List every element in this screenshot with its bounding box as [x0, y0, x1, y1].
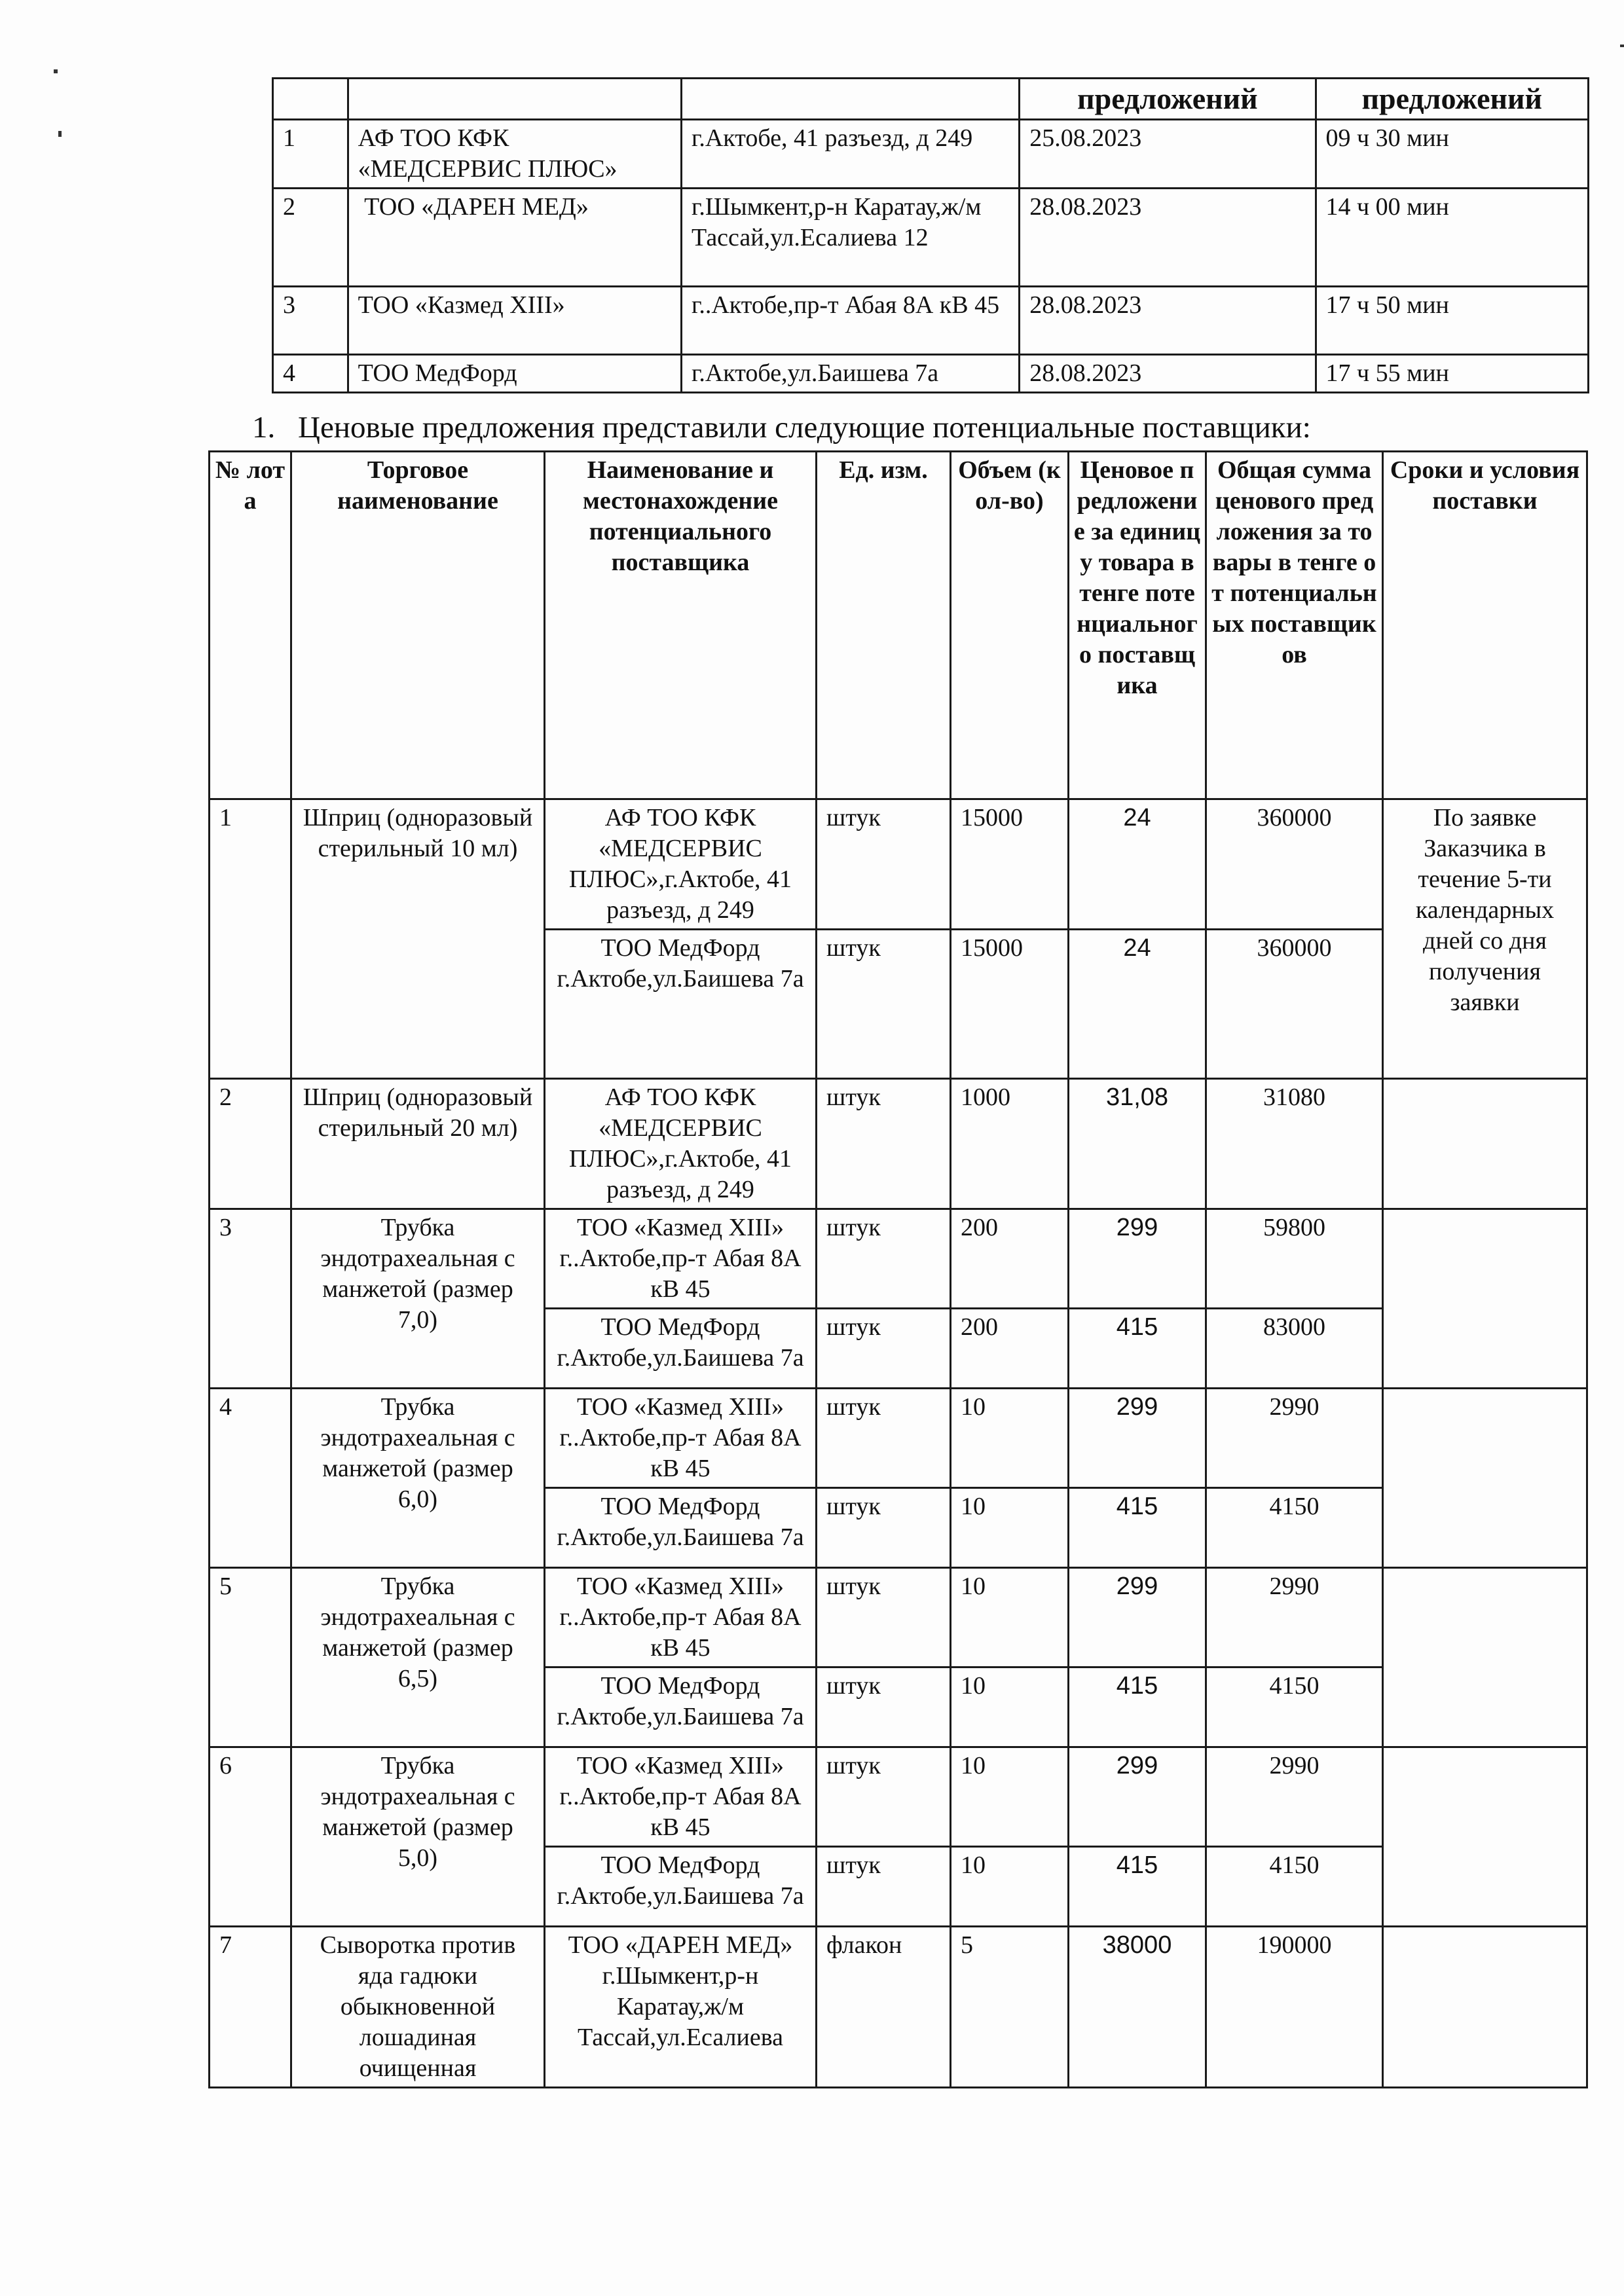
unit-price: 24 — [1069, 930, 1206, 1079]
table-header-row — [273, 79, 1589, 120]
lot-number: 1 — [210, 799, 291, 1079]
unit-price: 299 — [1069, 1389, 1206, 1488]
supplier: АФ ТОО КФК «МЕДСЕРВИС ПЛЮС»,г.Актобе, 41 разъезд, д 249 — [545, 1079, 817, 1209]
delivery-terms: По заявке Заказчика в течение 5-ти календарных дней со дня получения заявки — [1383, 799, 1587, 1079]
lot-number: 7 — [210, 1927, 291, 2088]
scan-mark — [58, 131, 62, 137]
supplier-address: г.Актобе,ул.Баишева 7а — [682, 355, 1020, 393]
supplier: ТОО «ДАРЕН МЕД» г.Шымкент,р-н Каратау,ж/м Тассай,ул.Есалиева — [545, 1927, 817, 2088]
unit: штук — [817, 1667, 951, 1747]
delivery-terms-empty — [1383, 1079, 1587, 1209]
supplier: ТОО МедФорд г.Актобе,ул.Баишева 7а — [545, 1667, 817, 1747]
quantity: 15000 — [951, 930, 1069, 1079]
total: 31080 — [1206, 1079, 1383, 1209]
unit-price: 38000 — [1069, 1927, 1206, 2088]
lot-number: 6 — [210, 1747, 291, 1927]
unit: штук — [817, 1309, 951, 1389]
table-row — [273, 120, 1589, 189]
lot-number: 2 — [210, 1079, 291, 1209]
lot-number: 5 — [210, 1568, 291, 1747]
applications-table — [272, 77, 1589, 393]
submission-date: 28.08.2023 — [1020, 355, 1316, 393]
submission-time: 14 ч 00 мин — [1316, 189, 1588, 287]
quantity: 10 — [951, 1488, 1069, 1568]
section-heading — [252, 409, 1311, 446]
supplier: ТОО «Казмед XIII» г..Актобе,пр-т Абая 8А кВ 45 — [545, 1747, 817, 1847]
total: 4150 — [1206, 1847, 1383, 1927]
supplier-address: г..Актобе,пр-т Абая 8А кВ 45 — [682, 287, 1020, 355]
quantity: 10 — [951, 1667, 1069, 1747]
trade-name: Трубка эндотрахеальная с манжетой (размер 6,5) — [291, 1568, 545, 1747]
row-number: 2 — [273, 189, 348, 287]
submission-date: 28.08.2023 — [1020, 189, 1316, 287]
quantity: 15000 — [951, 799, 1069, 930]
supplier: АФ ТОО КФК «МЕДСЕРВИС ПЛЮС»,г.Актобе, 41 разъезд, д 249 — [545, 799, 817, 930]
delivery-terms-empty — [1383, 1747, 1587, 1927]
trade-name: Трубка эндотрахеальная с манжетой (размер 6,0) — [291, 1389, 545, 1568]
unit: штук — [817, 1568, 951, 1667]
supplier-name: ТОО «ДАРЕН МЕД» — [348, 189, 681, 287]
unit: штук — [817, 1389, 951, 1488]
header-lot-number: № лот а — [210, 452, 291, 799]
scan-mark — [1620, 45, 1624, 47]
table-row — [210, 1079, 1587, 1209]
unit: штук — [817, 930, 951, 1079]
trade-name: Сыворотка против яда гадюки обыкновенной лошадиная очищенная — [291, 1927, 545, 2088]
supplier-name: ТОО МедФорд — [348, 355, 681, 393]
table-row — [210, 1747, 1587, 1847]
unit-price: 299 — [1069, 1209, 1206, 1309]
unit-price: 299 — [1069, 1568, 1206, 1667]
quantity: 1000 — [951, 1079, 1069, 1209]
quantity: 10 — [951, 1847, 1069, 1927]
quantity: 200 — [951, 1209, 1069, 1309]
price-offers-table — [208, 450, 1588, 2088]
table-row — [210, 1927, 1587, 2088]
submission-time: 09 ч 30 мин — [1316, 120, 1588, 189]
unit-price: 31,08 — [1069, 1079, 1206, 1209]
supplier: ТОО МедФорд г.Актобе,ул.Баишева 7а — [545, 930, 817, 1079]
supplier-name: ТОО «Казмед XIII» — [348, 287, 681, 355]
trade-name: Шприц (одноразовый стерильный 20 мл) — [291, 1079, 545, 1209]
table-row — [210, 1389, 1587, 1488]
header-delivery-terms: Сроки и условия поставки — [1383, 452, 1587, 799]
unit: штук — [817, 1747, 951, 1847]
header-total: Общая сумма ценового предложения за товары в тенге от потенциальных поставщиков — [1206, 452, 1383, 799]
total: 83000 — [1206, 1309, 1383, 1389]
table-header-row — [210, 452, 1587, 799]
total: 360000 — [1206, 930, 1383, 1079]
table-row — [273, 189, 1589, 287]
header-cell — [348, 79, 681, 120]
table-row — [210, 1568, 1587, 1667]
lot-number: 4 — [210, 1389, 291, 1568]
unit: штук — [817, 1079, 951, 1209]
submission-date: 25.08.2023 — [1020, 120, 1316, 189]
section-number: 1. — [252, 410, 276, 445]
total: 59800 — [1206, 1209, 1383, 1309]
submission-date: 28.08.2023 — [1020, 287, 1316, 355]
supplier: ТОО МедФорд г.Актобе,ул.Баишева 7а — [545, 1847, 817, 1927]
unit-price: 415 — [1069, 1667, 1206, 1747]
unit-price: 415 — [1069, 1488, 1206, 1568]
quantity: 5 — [951, 1927, 1069, 2088]
total: 2990 — [1206, 1389, 1383, 1488]
row-number: 1 — [273, 120, 348, 189]
delivery-terms-empty — [1383, 1209, 1587, 1389]
total: 190000 — [1206, 1927, 1383, 2088]
unit: флакон — [817, 1927, 951, 2088]
header-unit-price: Ценовое предложение за единицу товара в тенге потенциального поставщика — [1069, 452, 1206, 799]
unit-price: 415 — [1069, 1847, 1206, 1927]
quantity: 10 — [951, 1568, 1069, 1667]
supplier: ТОО «Казмед XIII» г..Актобе,пр-т Абая 8А кВ 45 — [545, 1568, 817, 1667]
delivery-terms-empty — [1383, 1568, 1587, 1747]
total: 4150 — [1206, 1488, 1383, 1568]
total: 4150 — [1206, 1667, 1383, 1747]
total: 2990 — [1206, 1568, 1383, 1667]
unit: штук — [817, 1209, 951, 1309]
trade-name: Трубка эндотрахеальная с манжетой (размер 5,0) — [291, 1747, 545, 1927]
header-supplier: Наименование и местонахождение потенциального поставщика — [545, 452, 817, 799]
supplier-address: г.Шымкент,р-н Каратау,ж/м Тассай,ул.Есалиева 12 — [682, 189, 1020, 287]
unit-price: 24 — [1069, 799, 1206, 930]
delivery-terms-empty — [1383, 1389, 1587, 1568]
unit-price: 299 — [1069, 1747, 1206, 1847]
table-row — [210, 799, 1587, 930]
quantity: 10 — [951, 1389, 1069, 1488]
table-row — [210, 1209, 1587, 1309]
supplier: ТОО «Казмед XIII» г..Актобе,пр-т Абая 8А кВ 45 — [545, 1209, 817, 1309]
quantity: 10 — [951, 1747, 1069, 1847]
submission-time: 17 ч 50 мин — [1316, 287, 1588, 355]
supplier: ТОО «Казмед XIII» г..Актобе,пр-т Абая 8А кВ 45 — [545, 1389, 817, 1488]
header-cell — [273, 79, 348, 120]
supplier: ТОО МедФорд г.Актобе,ул.Баишева 7а — [545, 1309, 817, 1389]
total: 360000 — [1206, 799, 1383, 930]
table-row — [273, 355, 1589, 393]
unit: штук — [817, 1488, 951, 1568]
delivery-terms-empty — [1383, 1927, 1587, 2088]
unit: штук — [817, 799, 951, 930]
supplier-name: АФ ТОО КФК «МЕДСЕРВИС ПЛЮС» — [348, 120, 681, 189]
quantity: 200 — [951, 1309, 1069, 1389]
trade-name: Шприц (одноразовый стерильный 10 мл) — [291, 799, 545, 1079]
total: 2990 — [1206, 1747, 1383, 1847]
header-cell — [682, 79, 1020, 120]
header-unit: Ед. изм. — [817, 452, 951, 799]
supplier: ТОО МедФорд г.Актобе,ул.Баишева 7а — [545, 1488, 817, 1568]
unit-price: 415 — [1069, 1309, 1206, 1389]
row-number: 3 — [273, 287, 348, 355]
header-cell: предложений — [1020, 79, 1316, 120]
header-trade-name: Торговое наименование — [291, 452, 545, 799]
supplier-address: г.Актобе, 41 разъезд, д 249 — [682, 120, 1020, 189]
submission-time: 17 ч 55 мин — [1316, 355, 1588, 393]
header-cell: предложений — [1316, 79, 1588, 120]
scan-mark — [54, 69, 58, 73]
section-title: Ценовые предложения представили следующие потенциальные поставщики: — [298, 410, 1311, 445]
table-row — [273, 287, 1589, 355]
lot-number: 3 — [210, 1209, 291, 1389]
trade-name: Трубка эндотрахеальная с манжетой (размер 7,0) — [291, 1209, 545, 1389]
header-volume: Объем (кол-во) — [951, 452, 1069, 799]
unit: штук — [817, 1847, 951, 1927]
row-number: 4 — [273, 355, 348, 393]
